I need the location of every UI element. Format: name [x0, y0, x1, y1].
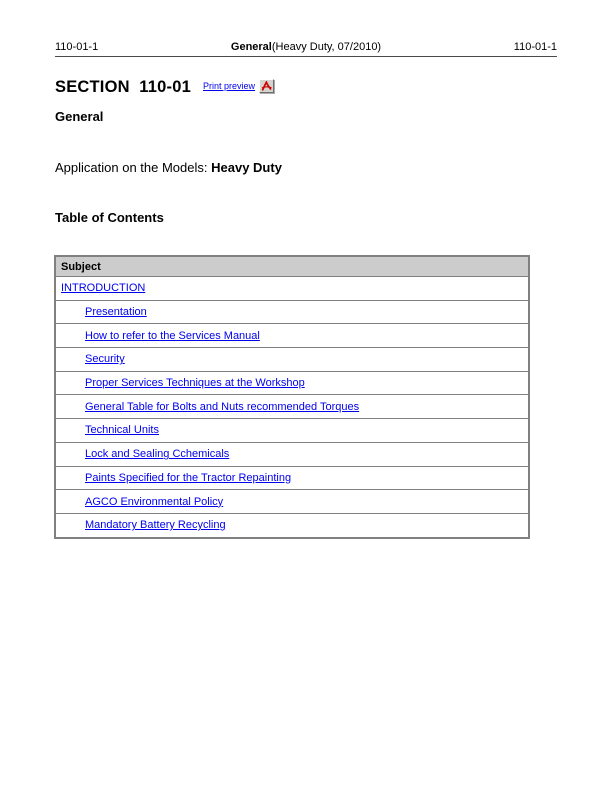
section-title: SECTION 110-01	[55, 78, 191, 96]
adobe-pdf-icon[interactable]	[259, 79, 274, 93]
toc-link[interactable]: AGCO Environmental Policy	[85, 495, 224, 508]
toc-row	[55, 513, 529, 537]
toc-link[interactable]: How to refer to the Services Manual	[85, 329, 260, 342]
toc-cell	[55, 466, 529, 490]
toc-link[interactable]: Technical Units	[85, 424, 159, 437]
header-right-page-number: 110-01-1	[513, 41, 557, 53]
toc-heading: Table of Contents	[55, 210, 164, 225]
toc-table-body	[55, 277, 529, 538]
toc-cell	[55, 348, 529, 372]
toc-row	[55, 466, 529, 490]
application-label: Application on the Models:	[55, 160, 212, 175]
toc-link[interactable]: Security	[85, 353, 125, 366]
toc-table	[54, 255, 530, 539]
running-header	[55, 42, 557, 53]
toc-cell	[55, 419, 529, 443]
toc-header-row	[55, 256, 529, 277]
toc-link[interactable]: Proper Services Techniques at the Workshop	[85, 377, 305, 390]
toc-row	[55, 419, 529, 443]
header-center-title-bold: General	[230, 41, 272, 53]
header-left-page-number: 110-01-1	[55, 41, 99, 53]
toc-row	[55, 300, 529, 324]
toc-link[interactable]: INTRODUCTION	[61, 282, 146, 295]
header-divider	[55, 56, 557, 57]
toc-cell	[55, 277, 529, 301]
toc-cell	[55, 513, 529, 537]
toc-row	[55, 348, 529, 372]
toc-row	[55, 490, 529, 514]
header-center-title-rest: (Heavy Duty, 07/2010)	[271, 41, 382, 53]
toc-row	[55, 277, 529, 301]
toc-cell	[55, 324, 529, 348]
pdf-glyph	[261, 81, 272, 91]
application-value: Heavy Duty	[211, 160, 282, 175]
toc-link[interactable]: Mandatory Battery Recycling	[85, 519, 226, 532]
toc-link[interactable]: Lock and Sealing Cchemicals	[85, 448, 230, 461]
section-title-row	[55, 78, 274, 96]
toc-column-header: Subject	[55, 256, 529, 277]
header-center-title	[231, 42, 381, 53]
toc-cell	[55, 490, 529, 514]
toc-row	[55, 395, 529, 419]
toc-cell	[55, 442, 529, 466]
toc-link[interactable]: Paints Specified for the Tractor Repainting	[85, 471, 292, 484]
toc-row	[55, 442, 529, 466]
application-line	[55, 160, 282, 175]
toc-table-head	[55, 256, 529, 277]
toc-row	[55, 371, 529, 395]
toc-cell	[55, 300, 529, 324]
toc-row	[55, 324, 529, 348]
toc-link[interactable]: General Table for Bolts and Nuts recommended Torques	[85, 400, 360, 413]
toc-cell	[55, 371, 529, 395]
toc-cell	[55, 395, 529, 419]
print-preview-link[interactable]: Print preview	[202, 81, 256, 91]
toc-link[interactable]: Presentation	[85, 306, 147, 319]
section-subtitle: General	[55, 109, 104, 124]
